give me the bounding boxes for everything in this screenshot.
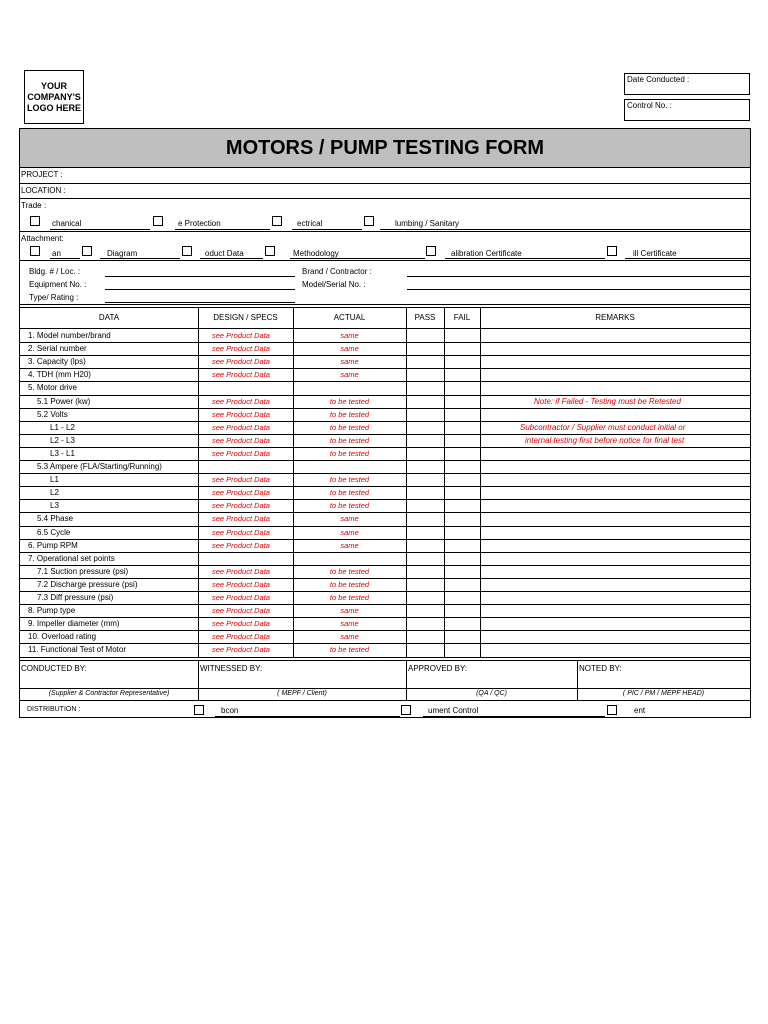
row-actual: to be tested [329, 567, 370, 576]
row-design-spec: see Product Data [212, 514, 270, 523]
row-divider [20, 381, 750, 382]
col-divider [293, 307, 294, 657]
col-actual: ACTUAL [333, 313, 366, 322]
row-design-spec: see Product Data [212, 528, 270, 537]
row-divider [20, 486, 750, 487]
row-divider [20, 578, 750, 579]
attachment-label: Attachment: [21, 234, 64, 243]
divider [20, 304, 750, 305]
row-divider [20, 460, 750, 461]
underline [380, 229, 750, 230]
underline [445, 258, 605, 259]
attachment-plan-checkbox[interactable] [30, 246, 40, 256]
row-design-spec: see Product Data [212, 423, 270, 432]
row-data-label: 6. Pump RPM [28, 541, 78, 550]
row-data-label: 6.5 Cycle [37, 528, 71, 537]
bldg-input[interactable] [105, 276, 295, 277]
row-actual: to be tested [329, 593, 370, 602]
col-data: DATA [98, 313, 120, 322]
trade-plumbing-checkbox[interactable] [364, 216, 374, 226]
attachment-option-label: alibration Certificate [451, 249, 522, 258]
row-actual: same [340, 528, 359, 537]
row-actual: to be tested [329, 488, 370, 497]
divider [20, 198, 750, 199]
attachment-option-label: an [52, 249, 61, 258]
equipment-label: Equipment No. : [29, 280, 87, 289]
row-divider [20, 355, 750, 356]
attachment-mill-certificate-checkbox[interactable] [607, 246, 617, 256]
row-actual: same [340, 514, 359, 523]
brand-label: Brand / Contractor : [302, 267, 372, 276]
attachment-option-label: Diagram [107, 249, 138, 258]
underline [100, 258, 180, 259]
row-data-label: L3 [50, 501, 59, 510]
row-data-label: 5.3 Ampere (FLA/Starting/Running) [37, 462, 162, 471]
conducted-sub: (Supplier & Contractor Representative) [48, 690, 170, 697]
row-actual: same [340, 606, 359, 615]
col-design: DESIGN / SPECS [213, 313, 278, 322]
row-divider [20, 565, 750, 566]
underline [175, 229, 270, 230]
attachment-calibration-checkbox[interactable] [426, 246, 436, 256]
divider [20, 231, 750, 232]
row-actual: same [340, 357, 359, 366]
row-divider [20, 499, 750, 500]
row-data-label: 5.1 Power (kw) [37, 397, 91, 406]
row-actual: to be tested [329, 449, 370, 458]
row-design-spec: see Product Data [212, 331, 270, 340]
trade-fire-protection-checkbox[interactable] [153, 216, 163, 226]
divider [20, 183, 750, 184]
row-data-label: L3 - L1 [50, 449, 75, 458]
row-data-label: L1 - L2 [50, 423, 75, 432]
row-design-spec: see Product Data [212, 645, 270, 654]
row-divider [20, 643, 750, 644]
witnessed-sub: ( MEPF / Client) [277, 690, 327, 697]
divider [20, 688, 750, 689]
row-divider [20, 617, 750, 618]
row-design-spec: see Product Data [212, 632, 270, 641]
row-data-label: 8. Pump type [28, 606, 76, 615]
row-actual: same [340, 632, 359, 641]
row-divider [20, 395, 750, 396]
row-design-spec: see Product Data [212, 567, 270, 576]
company-logo-placeholder: YOUR COMPANY'S LOGO HERE [24, 70, 84, 124]
form-title: MOTORS / PUMP TESTING FORM [20, 129, 750, 168]
row-data-label: 4. TDH (mm H20) [28, 370, 91, 379]
trade-option-label: lumbing / Sanitary [395, 219, 460, 228]
row-divider [20, 591, 750, 592]
row-actual: to be tested [329, 501, 370, 510]
row-actual: same [340, 541, 359, 550]
divider [20, 307, 750, 308]
project-label: PROJECT : [21, 170, 63, 179]
divider [20, 700, 750, 701]
row-actual: to be tested [329, 397, 370, 406]
noted-sub: ( PIC / PM / MEPF HEAD) [622, 690, 705, 697]
trade-electrical-checkbox[interactable] [272, 216, 282, 226]
type-rating-input[interactable] [105, 302, 295, 303]
date-conducted-field[interactable]: Date Conducted : [624, 73, 750, 95]
distribution-option-label: ent [634, 706, 646, 715]
remark-note: Note: if Failed - Testing must be Retested [534, 397, 681, 406]
row-divider [20, 408, 750, 409]
distribution-option-label: bcon [221, 706, 239, 715]
row-actual: same [340, 619, 359, 628]
row-design-spec: see Product Data [212, 501, 270, 510]
underline [625, 258, 750, 259]
row-divider [20, 342, 750, 343]
row-design-spec: see Product Data [212, 580, 270, 589]
trade-mechanical-checkbox[interactable] [30, 216, 40, 226]
col-pass: PASS [414, 313, 436, 322]
row-divider [20, 526, 750, 527]
underline [200, 258, 263, 259]
row-divider [20, 552, 750, 553]
witnessed-by-label: WITNESSED BY: [200, 664, 263, 673]
approved-sub: (QA / QC) [476, 690, 507, 697]
trade-label: Trade : [21, 201, 47, 210]
col-divider [406, 307, 407, 657]
row-design-spec: see Product Data [212, 541, 270, 550]
row-actual: same [340, 370, 359, 379]
row-data-label: 7.2 Discharge pressure (psi) [37, 580, 138, 589]
row-divider [20, 604, 750, 605]
row-actual: same [340, 344, 359, 353]
equipment-input[interactable] [105, 289, 295, 290]
remark-internal-testing: internal testing first before notice for final test [525, 436, 685, 445]
divider [20, 660, 750, 661]
row-divider [20, 434, 750, 435]
attachment-option-label: Methodology [293, 249, 339, 258]
row-data-label: 3. Capacity (lps) [28, 357, 86, 366]
col-divider [198, 307, 199, 657]
row-design-spec: see Product Data [212, 410, 270, 419]
divider [20, 328, 750, 329]
trade-option-label: ectrical [297, 219, 323, 228]
underline [50, 229, 150, 230]
distribution-label: DISTRIBUTION : [27, 706, 81, 713]
row-design-spec: see Product Data [212, 370, 270, 379]
col-fail: FAIL [453, 313, 471, 322]
row-design-spec: see Product Data [212, 397, 270, 406]
row-design-spec: see Product Data [212, 475, 270, 484]
distribution-document-control-checkbox[interactable] [401, 705, 411, 715]
row-actual: to be tested [329, 436, 370, 445]
attachment-option-label: oduct Data [205, 249, 244, 258]
remark-subcontractor: Subcontractor / Supplier must conduct initial or [520, 423, 686, 432]
row-design-spec: see Product Data [212, 449, 270, 458]
row-divider [20, 421, 750, 422]
row-divider [20, 447, 750, 448]
row-divider [20, 539, 750, 540]
col-divider [480, 307, 481, 657]
row-actual: to be tested [329, 410, 370, 419]
noted-by-label: NOTED BY: [579, 664, 622, 673]
distribution-subcon-checkbox[interactable] [194, 705, 204, 715]
model-label: Model/Serial No. : [302, 280, 366, 289]
row-divider [20, 473, 750, 474]
col-divider [444, 307, 445, 657]
attachment-diagram-checkbox[interactable] [82, 246, 92, 256]
row-design-spec: see Product Data [212, 436, 270, 445]
underline [290, 258, 425, 259]
row-data-label: L1 [50, 475, 59, 484]
underline [423, 716, 605, 717]
row-data-label: L2 - L3 [50, 436, 75, 445]
col-remarks: REMARKS [595, 313, 635, 322]
row-data-label: 7.1 Suction pressure (psi) [37, 567, 129, 576]
row-divider [20, 368, 750, 369]
model-input[interactable] [407, 289, 750, 290]
row-data-label: 5.2 Volts [37, 410, 68, 419]
underline [292, 229, 362, 230]
row-data-label: 5. Motor drive [28, 383, 77, 392]
row-data-label: 7. Operational set points [28, 554, 115, 563]
row-divider [20, 630, 750, 631]
row-data-label: L2 [50, 488, 59, 497]
row-design-spec: see Product Data [212, 357, 270, 366]
trade-option-label: e Protection [178, 219, 221, 228]
row-design-spec: see Product Data [212, 593, 270, 602]
conducted-by-label: CONDUCTED BY: [21, 664, 87, 673]
location-label: LOCATION : [21, 186, 66, 195]
row-data-label: 5.4 Phase [37, 514, 74, 523]
row-design-spec: see Product Data [212, 344, 270, 353]
row-data-label: 7.3 Diff pressure (psi) [37, 593, 114, 602]
row-data-label: 2. Serial number [28, 344, 87, 353]
row-divider [20, 512, 750, 513]
underline [50, 258, 80, 259]
row-data-label: 10. Overload rating [28, 632, 97, 641]
distribution-option-label: ument Control [428, 706, 479, 715]
distribution-client-checkbox[interactable] [607, 705, 617, 715]
row-actual: to be tested [329, 645, 370, 654]
row-design-spec: see Product Data [212, 488, 270, 497]
row-design-spec: see Product Data [212, 606, 270, 615]
row-divider [20, 657, 750, 658]
attachment-product-data-checkbox[interactable] [182, 246, 192, 256]
row-data-label: 1. Model number/brand [28, 331, 111, 340]
approved-by-label: APPROVED BY: [408, 664, 468, 673]
brand-input[interactable] [407, 276, 750, 277]
type-rating-label: Type/ Rating : [29, 293, 79, 302]
control-no-field[interactable]: Control No. : [624, 99, 750, 121]
attachment-methodology-checkbox[interactable] [265, 246, 275, 256]
row-data-label: 11. Functional Test of Motor [28, 645, 126, 654]
row-actual: same [340, 331, 359, 340]
row-design-spec: see Product Data [212, 619, 270, 628]
bldg-label: Bldg. # / Loc. : [29, 267, 81, 276]
row-actual: to be tested [329, 475, 370, 484]
row-actual: to be tested [329, 423, 370, 432]
row-actual: to be tested [329, 580, 370, 589]
attachment-option-label: ill Certificate [633, 249, 677, 258]
divider [20, 260, 750, 261]
row-data-label: 9. Impeller diameter (mm) [28, 619, 120, 628]
underline [215, 716, 400, 717]
trade-option-label: chanical [52, 219, 82, 228]
